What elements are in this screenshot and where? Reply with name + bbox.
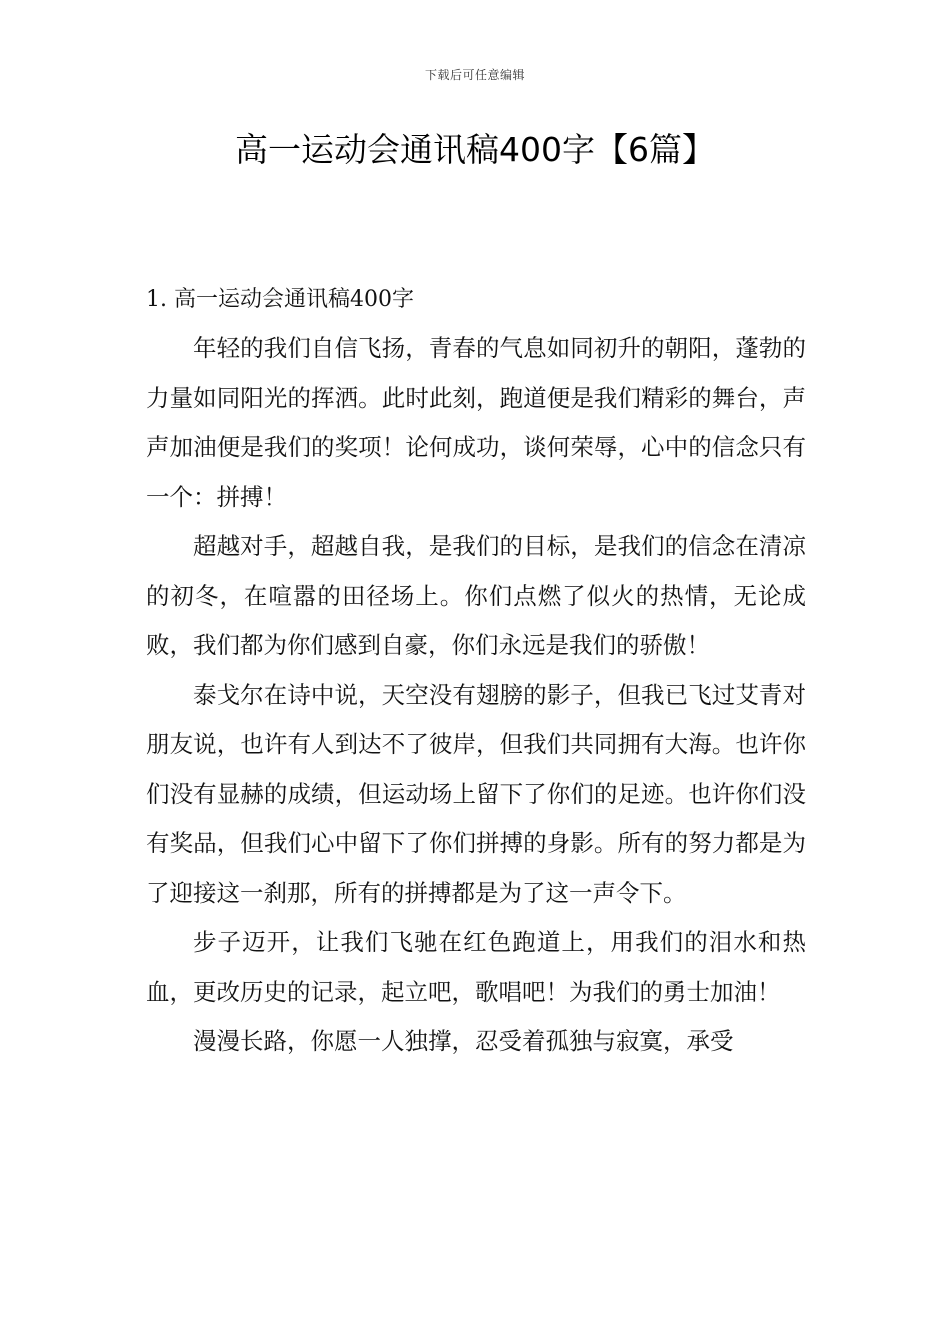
paragraph: 漫漫长路，你愿一人独撑，忍受着孤独与寂寞，承受: [193, 1027, 734, 1055]
section-heading: 1. 高一运动会通讯稿400字: [146, 287, 414, 312]
paragraph: 超越对手，超越自我，是我们的目标，是我们的信念在清凉的初冬，在喧嚣的田径场上。你们点燃了似火的热情，无论成败，我们都为你们感到自豪，你们永远是我们的骄傲！: [146, 532, 806, 659]
paragraph: 年轻的我们自信飞扬，青春的气息如同初升的朝阳，蓬勃的力量如同阳光的挥洒。此时此刻，跑道便是我们精彩的舞台，声声加油便是我们的奖项！论何成功，谈何荣辱，心中的信念只有一个：拼搏！: [146, 334, 806, 511]
paragraph: 泰戈尔在诗中说，天空没有翅膀的影子，但我已飞过艾青对朋友说，也许有人到达不了彼岸，但我们共同拥有大海。也许你们没有显赫的成绩，但运动场上留下了你们的足迹。也许你们没有奖品，但我们心中留下了你们拼搏的身影。所有的努力都是为了迎接这一刹那，所有的拼搏都是为了这一声令下。: [146, 680, 806, 907]
document-body: [146, 276, 806, 1067]
header-note: 下载后可任意编辑: [424, 68, 525, 82]
document-title: 高一运动会通讯稿400字【6篇】: [235, 130, 715, 169]
paragraph: 步子迈开，让我们飞驰在红色跑道上，用我们的泪水和热血，更改历史的记录，起立吧，歌唱吧！为我们的勇士加油！: [146, 928, 806, 1006]
